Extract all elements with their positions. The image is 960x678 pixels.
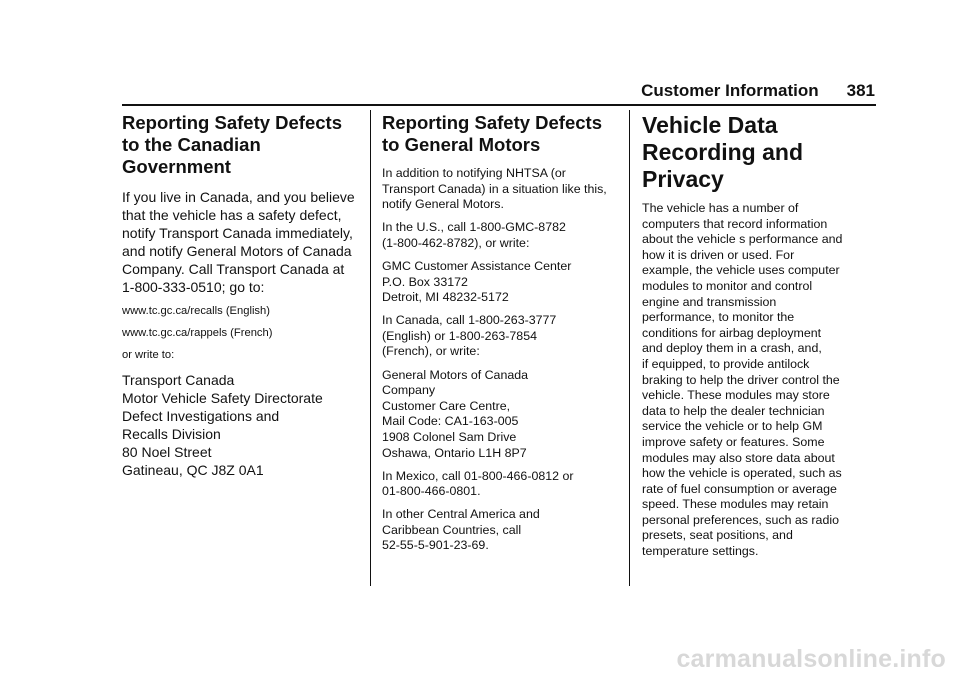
transport-canada-address: Transport Canada Motor Vehicle Safety Directorate Defect Investigations and Recalls Division 80 Noel Street Gatineau, QC J8Z 0A1 xyxy=(122,372,323,478)
column-general-motors xyxy=(382,112,616,562)
column-divider-1 xyxy=(370,110,371,586)
gm-canada-address: General Motors of Canada Company Customer Care Centre, Mail Code: CA1-163-005 1908 Colonel Sam Drive Oshawa, Ontario L1H 8P7 xyxy=(382,367,529,460)
gmc-address: GMC Customer Assistance Center P.O. Box 33172 Detroit, MI 48232-5172 xyxy=(382,258,572,305)
canada-intro-text: If you live in Canada, and you believe that the vehicle has a safety defect, notify Transport Canada immediately, and notify General Motors of Canada Company. Call Transport Canada at 1-800-333-0510; go to: xyxy=(122,189,355,295)
url-english: www.tc.gc.ca/recalls (English) xyxy=(122,305,270,317)
column-divider-2 xyxy=(629,110,630,586)
watermark-text: carmanualsonline.info xyxy=(676,645,946,673)
header-rule xyxy=(122,104,876,106)
us-call-text: In the U.S., call 1-800-GMC-8782 (1-800-462-8782), or write: xyxy=(382,220,566,250)
page-header xyxy=(0,81,875,101)
heading-general-motors: Reporting Safety Defects to General Motors xyxy=(382,112,602,155)
canada-call-text: In Canada, call 1-800-263-3777 (English) or 1-800-263-7854 (French), or write: xyxy=(382,313,557,359)
central-america-call-text: In other Central America and Caribbean Countries, call 52-55-5-901-23-69. xyxy=(382,507,540,553)
watermark xyxy=(0,645,960,674)
url-french: www.tc.gc.ca/rappels (French) xyxy=(122,327,273,339)
mexico-call-text: In Mexico, call 01-800-466-0812 or 01-800-466-0801. xyxy=(382,468,574,499)
gm-notify-text: In addition to notifying NHTSA (or Transport Canada) in a situation like this, notify General Motors. xyxy=(382,166,607,212)
vehicle-data-body: The vehicle has a number of computers that record information about the vehicle s performance and how it is driven or used. For example, the vehicle uses computer modules to monitor and control engine and transmission performance, to monitor the conditions for airbag deployment and deploy them in a crash, and, if equipped, to provide antilock braking to help the driver control the vehicle. These modules may store data to help the dealer technician service the vehicle or to help GM improve safety or features. Some modules may also store data about how the vehicle is operated, such as rate of fuel consumption or average speed. These modules may retain personal preferences, such as radio presets, seat positions, and temperature settings. xyxy=(642,201,843,559)
write-to-text: or write to: xyxy=(122,349,175,361)
page-number: 381 xyxy=(846,81,875,100)
column-vehicle-data xyxy=(642,112,878,560)
heading-vehicle-data: Vehicle Data Recording and Privacy xyxy=(642,112,804,192)
column-canadian-government xyxy=(122,112,358,479)
heading-canadian-government: Reporting Safety Defects to the Canadian Government xyxy=(122,112,342,177)
section-title: Customer Information xyxy=(641,81,819,100)
